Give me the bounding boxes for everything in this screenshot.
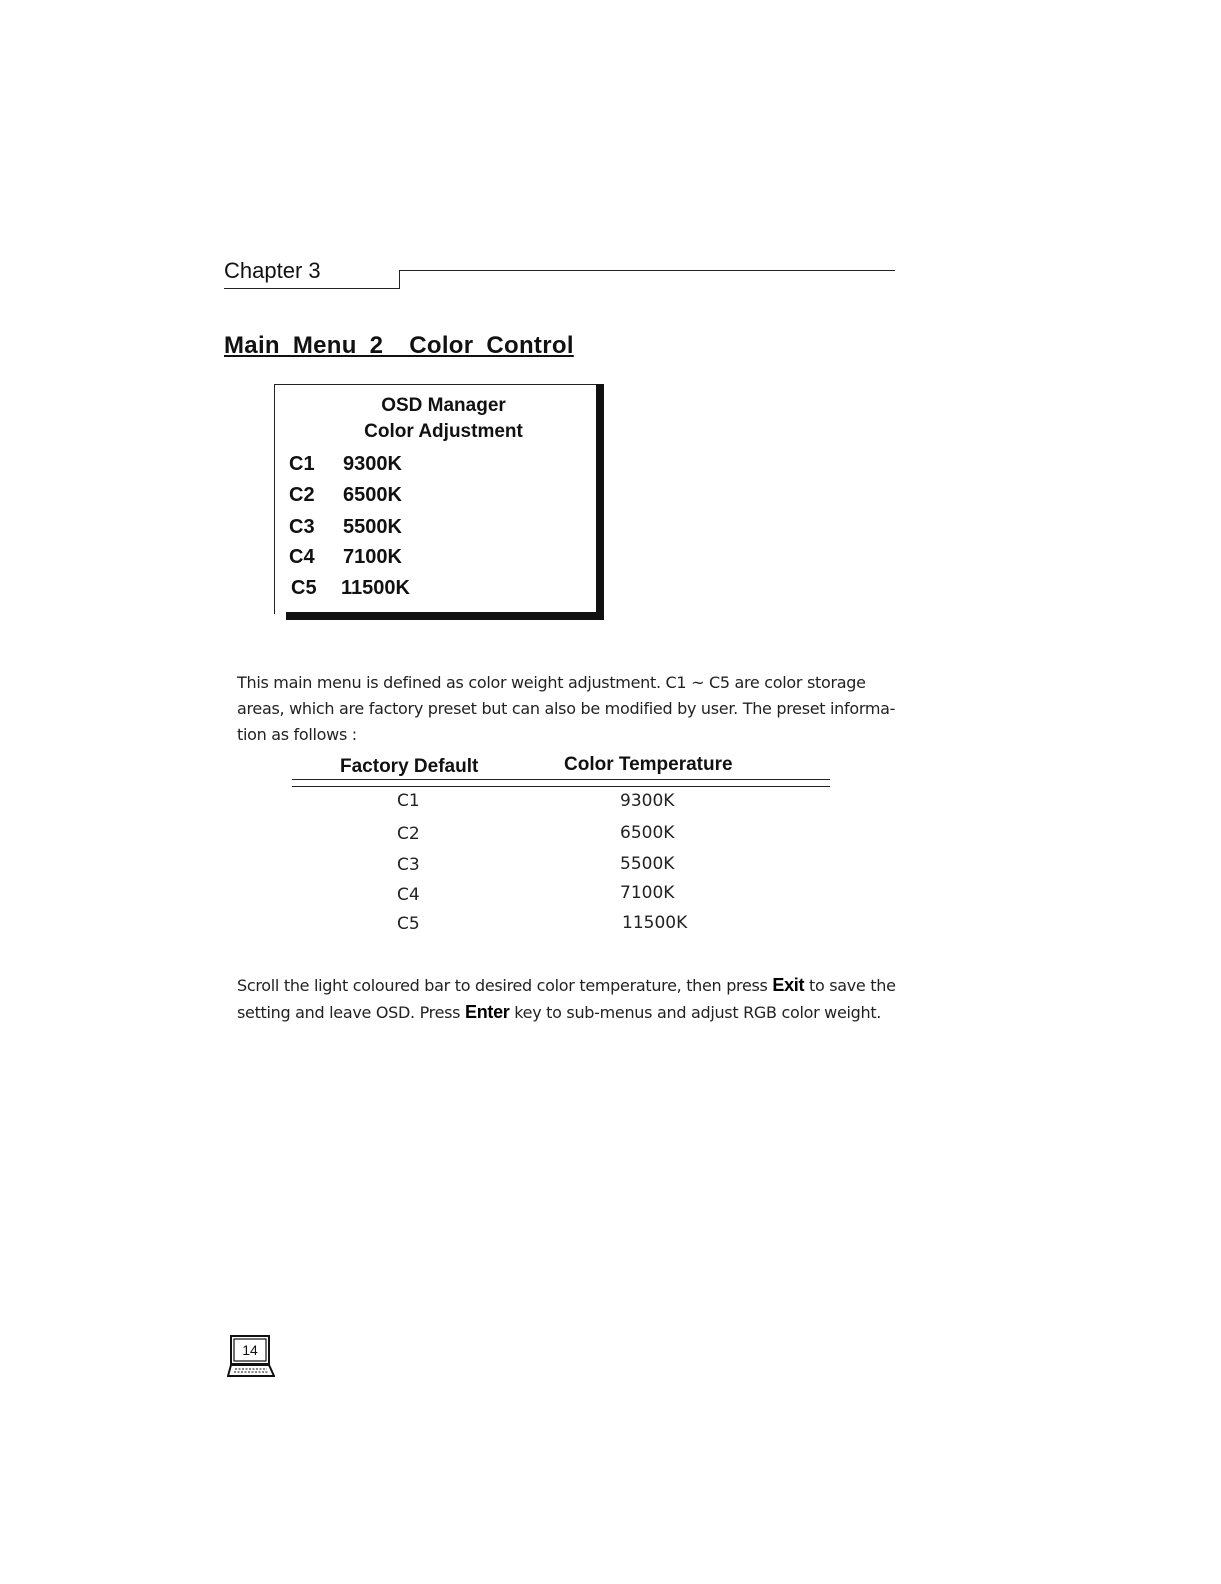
table-header-rule — [292, 779, 830, 780]
table-cell-preset: C4 — [397, 885, 420, 905]
osd-item-code: C5 — [291, 577, 317, 599]
osd-shadow-right — [596, 384, 604, 620]
table-cell-preset: C1 — [397, 791, 420, 811]
osd-item-value: 7100K — [343, 546, 402, 568]
instructions-line — [237, 972, 897, 999]
table-cell-preset: C5 — [397, 914, 420, 934]
exit-key-label: Exit — [772, 975, 805, 995]
intro-line: This main menu is defined as color weight adjustment. C1 ~ C5 are color storage — [237, 673, 866, 692]
osd-item-code: C4 — [289, 546, 315, 568]
table-cell-temperature: 11500K — [622, 913, 688, 933]
intro-line: areas, which are factory preset but can also be modified by user. The preset informa- — [237, 699, 896, 718]
section-title: Main Menu 2 Color Control — [224, 332, 574, 359]
table-cell-temperature: 6500K — [620, 823, 675, 843]
osd-item-value: 9300K — [343, 453, 402, 475]
table-cell-preset: C3 — [397, 855, 420, 875]
osd-item-value: 6500K — [343, 484, 402, 506]
enter-key-label: Enter — [464, 1002, 510, 1022]
table-header-rule — [292, 786, 830, 787]
chapter-label: Chapter 3 — [224, 258, 321, 283]
osd-item-code: C1 — [289, 453, 315, 475]
intro-line: tion as follows : — [237, 725, 357, 744]
table-cell-temperature: 9300K — [620, 791, 675, 811]
page-number: 14 — [242, 1342, 258, 1358]
osd-menu-item-c2 — [289, 484, 402, 507]
chapter-header-rule — [399, 270, 895, 271]
chapter-rule-tick — [399, 271, 400, 289]
table-cell-preset: C2 — [397, 824, 420, 844]
chapter-underline — [224, 288, 400, 289]
intro-paragraph — [237, 670, 897, 748]
osd-subtitle: Color Adjustment — [364, 421, 523, 442]
table-header-color-temperature: Color Temperature — [564, 754, 733, 775]
osd-menu-item-c4 — [289, 546, 402, 569]
table-cell-temperature: 5500K — [620, 854, 675, 874]
osd-item-code: C3 — [289, 516, 315, 538]
page-number-laptop-icon — [227, 1334, 275, 1380]
osd-menu-panel — [274, 384, 596, 614]
instructions-paragraph — [237, 972, 897, 1026]
instructions-text: setting and leave OSD. Press — [237, 1003, 465, 1022]
osd-item-value: 11500K — [341, 577, 410, 599]
osd-item-code: C2 — [289, 484, 315, 506]
osd-item-value: 5500K — [343, 516, 402, 538]
instructions-text: Scroll the light coloured bar to desired color temperature, then press — [237, 976, 773, 995]
osd-menu-item-c5 — [289, 577, 410, 600]
table-header-factory-default: Factory Default — [340, 756, 479, 777]
instructions-line — [237, 999, 897, 1026]
instructions-text: key to sub-menus and adjust RGB color weight. — [509, 1003, 882, 1022]
instructions-text: to save the — [804, 976, 896, 995]
osd-menu-item-c1 — [289, 453, 402, 476]
osd-title: OSD Manager — [381, 395, 506, 416]
table-cell-temperature: 7100K — [620, 883, 675, 903]
osd-menu-item-c3 — [289, 516, 402, 539]
